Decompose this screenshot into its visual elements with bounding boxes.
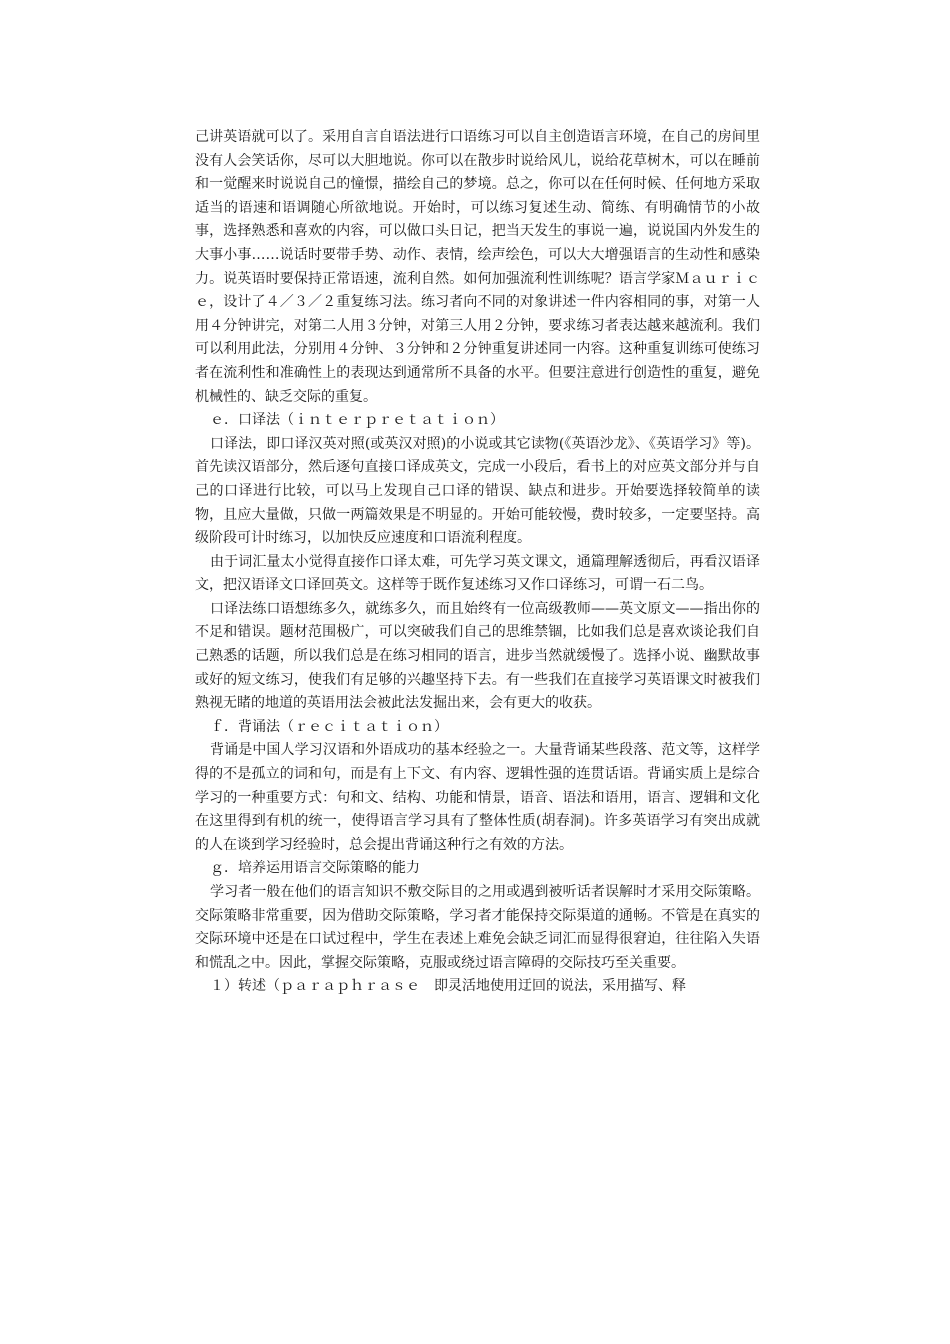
paragraph-paraphrase: １）转述（ｐａｒａｐｈｒａｓｅ 即灵活地使用迂回的说法，采用描写、释 xyxy=(210,978,686,995)
section-heading-recitation: ｆ．背诵法（ｒｅｃｉｔａｔｉｏｎ） xyxy=(210,718,448,735)
paragraph-interpretation-vocab: 由于词汇量太小觉得直接作口译太难，可先学习英文课文，通篇理解透彻后，再看汉语译文，把汉语译文口译回英文。这样等于既作复述练习又作口译练习，可谓一石二鸟。 xyxy=(195,553,760,594)
document-body xyxy=(195,126,760,999)
paragraph-recitation: 背诵是中国人学习汉语和外语成功的基本经验之一。大量背诵某些段落、范文等，这样学得的不是孤立的词和句，而是有上下文、有内容、逻辑性强的连贯话语。背诵实质上是综合学习的一种重要方式：句和文、结构、功能和情景，语音、语法和语用，语言、逻辑和文化在这里得到有机的统一，使得语言学习具有了整体性质(胡春洞)。许多英语学习有突出成就的人在谈到学习经验时，总会提出背诵这种行之有效的方法。 xyxy=(195,742,760,853)
paragraph-interpretation-intro: 口译法，即口译汉英对照(或英汉对照)的小说或其它读物(《英语沙龙》、《英语学习》等)。首先读汉语部分，然后逐句直接口译成英文，完成一小段后，看书上的对应英文部分并与自己的口译进行比较，可以马上发现自己口译的错误、缺点和进步。开始要选择较简单的读物，且应大量做，只做一两篇效果是不明显的。开始可能较慢，费时较多，一定要坚持。高级阶段可计时练习，以加快反应速度和口语流利程度。 xyxy=(195,435,760,547)
section-heading-communication-strategy: ｇ．培养运用语言交际策略的能力 xyxy=(210,860,420,877)
paragraph-interpretation-benefits: 口译法练口语想练多久，就练多久，而且始终有一位高级教师——英文原文——指出你的不足和错误。题材范围极广，可以突破我们自己的思维禁锢，比如我们总是喜欢谈论我们自己熟悉的话题，所以我们总是在练习相同的语言，进步当然就缓慢了。选择小说、幽默故事或好的短文练习，使我们有足够的兴趣坚持下去。有一些我们在直接学习英语课文时被我们熟视无睹的地道的英语用法会被此法发掘出来，会有更大的收获。 xyxy=(195,600,760,712)
paragraph-self-talk: 己讲英语就可以了。采用自言自语法进行口语练习可以自主创造语言环境，在自己的房间里没有人会笑话你，尽可以大胆地说。你可以在散步时说给风儿，说给花草树木，可以在睡前和一觉醒来时说说自己的憧憬，描绘自己的梦境。总之，你可以在任何时候、任何地方采取适当的语速和语调随心所欲地说。开始时，可以练习复述生动、简练、有明确情节的小故事，选择熟悉和喜欢的内容，可以做口头日记，把当天发生的事说一遍，说说国内外发生的大事小事……说话时要带手势、动作、表情，绘声绘色，可以大大增强语言的生动性和感染力。说英语时要保持正常语速，流利自然。如何加强流利性训练呢？语言学家Ｍａｕｒｉｃｅ，设计了４／３／２重复练习法。练习者向不同的对象讲述一件内容相同的事，对第一人用４分钟讲完，对第二人用３分钟，对第三人用２分钟，要求练习者表达越来越流利。我们可以利用此法，分别用４分钟、３分钟和２分钟重复讲述同一内容。这种重复训练可使练习者在流利性和准确性上的表现达到通常所不具备的水平。但要注意进行创造性的重复，避免机械性的、缺乏交际的重复。 xyxy=(195,129,760,405)
section-heading-interpretation: ｅ．口译法（ｉｎｔｅｒｐｒｅｔａｔｉｏｎ） xyxy=(210,412,504,429)
paragraph-communication-strategy: 学习者一般在他们的语言知识不敷交际目的之用或遇到被听话者误解时才采用交际策略。交际策略非常重要，因为借助交际策略，学习者才能保持交际渠道的通畅。不管是在真实的交际环境中还是在口试过程中，学生在表述上难免会缺乏词汇而显得很窘迫，往往陷入失语和慌乱之中。因此，掌握交际策略，克服或绕过语言障碍的交际技巧至关重要。 xyxy=(195,884,760,971)
